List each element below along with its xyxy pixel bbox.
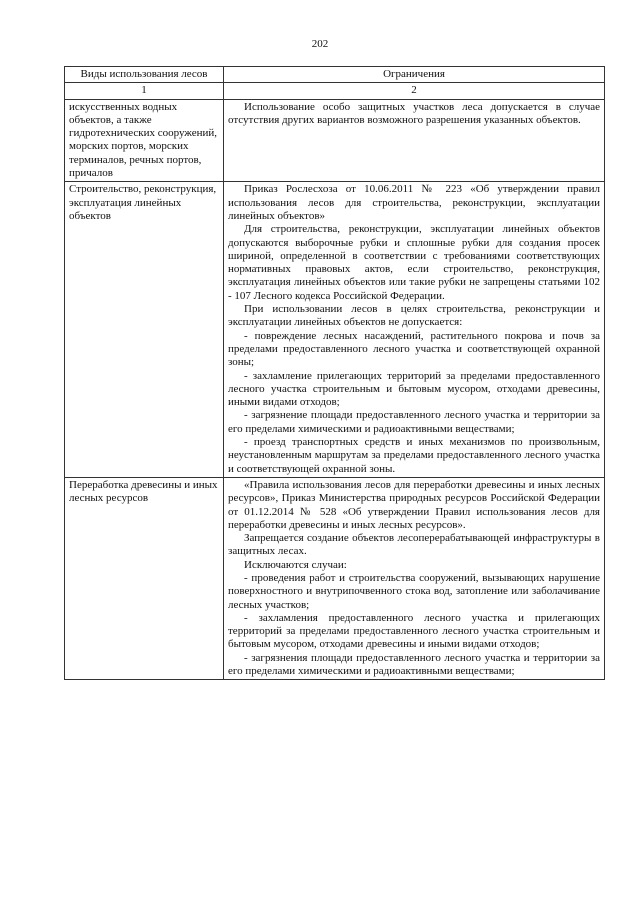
header-restrictions: Ограничения (224, 67, 605, 83)
restriction-paragraph: - проезд транспортных средств и иных механизмов по произвольным, неустановленным маршрутам за пределами предоставленного лесного участка и соответствующей охранной зоны. (228, 436, 600, 475)
restriction-paragraph: Запрещается создание объектов лесоперерабатывающей инфраструктуры в защитных лесах. (228, 532, 600, 558)
column-number-2: 2 (224, 83, 605, 99)
usage-type-cell: искусственных водных объектов, а также гидротехнических сооружений, морских портов, морских терминалов, речных портов, причалов (65, 99, 224, 182)
restriction-paragraph: Исключаются случаи: (244, 558, 347, 571)
restriction-cell (224, 477, 605, 679)
restriction-paragraph: - загрязнения площади предоставленного лесного участка и территории за его пределами химическими и радиоактивными веществами; (228, 651, 600, 678)
column-number-row (65, 83, 605, 99)
usage-type-cell: Строительство, реконструкция, эксплуатация линейных объектов (65, 182, 224, 478)
restriction-paragraph: - загрязнение площади предоставленного лесного участка и территории за его пределами химическими и радиоактивными веществами; (228, 409, 600, 435)
restriction-paragraph: Приказ Рослесхоза от 10.06.2011 № 223 «Об утверждении правил использования лесов для строительства, реконструкции, эксплуатации линейных объектов» (228, 183, 600, 222)
restriction-paragraph: Использование особо защитных участков леса допускается в случае отсутствия других вариантов возможного разрешения указанных объектов. (228, 100, 600, 126)
column-number-1: 1 (65, 83, 224, 99)
restriction-paragraph: «Правила использования лесов для переработки древесины и иных лесных ресурсов», Приказ Министерства природных ресурсов Российской Федерации от 01.12.2014 № 528 «Об утверждении Правил использования лесов для переработки древесины и иных лесных ресурсов». (228, 478, 600, 531)
table-header-row (65, 67, 605, 83)
table-row (65, 99, 605, 182)
restriction-cell (224, 182, 605, 478)
restriction-paragraph: Для строительства, реконструкции, эксплуатации линейных объектов допускаются выборочные рубки и сплошные рубки для создания просек шириной, определенной в соответствии с требованиями соответствующих нормативных правовых актов, если строительство, реконструкция, эксплуатация линейных объектов или такие рубки не запрещены статьями 102 - 107 Лесного кодекса Российской Федерации. (228, 223, 600, 302)
restriction-paragraph: - повреждение лесных насаждений, растительного покрова и почв за пределами предоставленного лесного участка и соответствующей охранной зоны; (228, 329, 600, 369)
restriction-paragraph: При использовании лесов в целях строительства, реконструкции и эксплуатации линейных объектов не допускается: (228, 303, 600, 329)
restriction-paragraph: - захламления предоставленного лесного участка и прилегающих территорий за пределами предоставленного лесного участка строительным и бытовым мусором, отходами древесины и иными видами отходов; (228, 611, 600, 651)
restrictions-table (64, 66, 605, 680)
header-usage-types: Виды использования лесов (65, 67, 224, 83)
page-number: 202 (311, 38, 329, 50)
table-row (65, 182, 605, 478)
restriction-cell (224, 99, 605, 182)
table-row (65, 477, 605, 679)
restriction-paragraph: - захламление прилегающих территорий за пределами предоставленного лесного участка строительным и бытовым мусором, отходами древесины, иными видами отходов; (228, 369, 600, 409)
restriction-paragraph: - проведения работ и строительства сооружений, вызывающих нарушение поверхностного и внутрипочвенного стока вод, затопление или заболачивание лесных участков; (228, 571, 600, 611)
usage-type-cell: Переработка древесины и иных лесных ресурсов (65, 477, 224, 679)
